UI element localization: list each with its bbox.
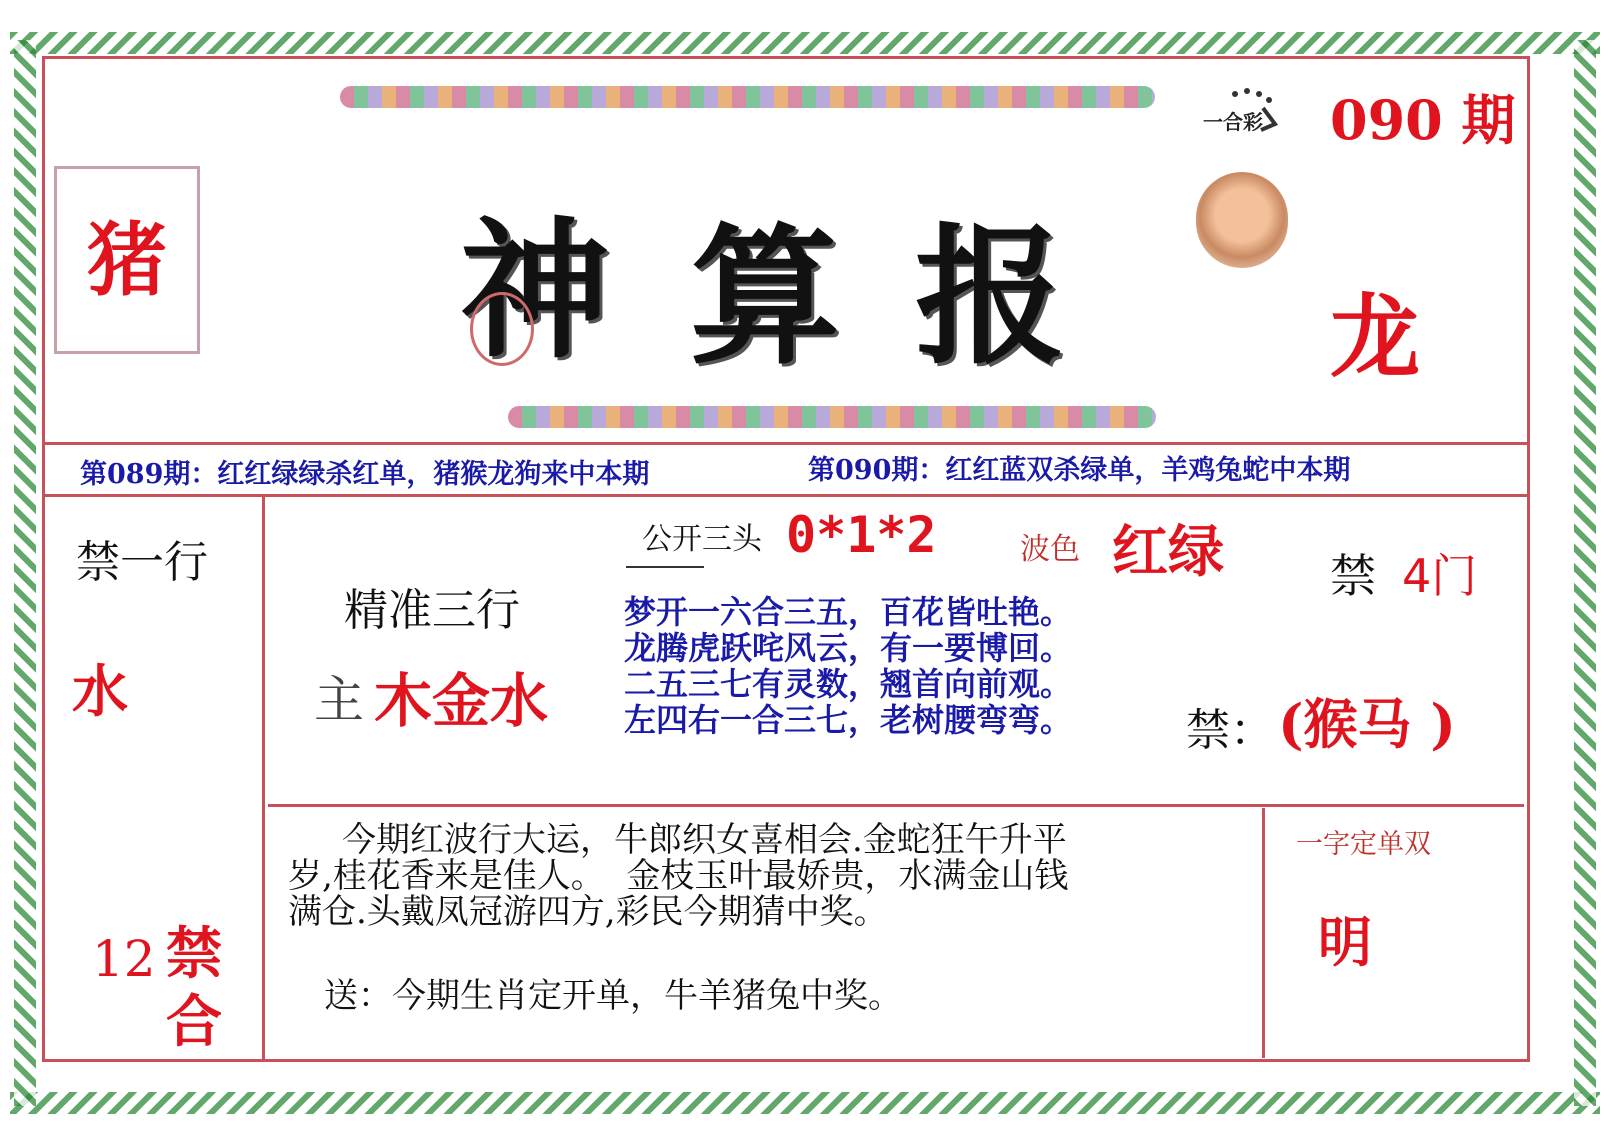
single-double-value: 明 <box>1318 910 1372 974</box>
paragraph-line-3: 满仓.头戴凤冠游四方,彩民今期猜中奖。 <box>288 892 888 932</box>
ban-heyi-number: 12 <box>92 930 156 988</box>
paragraph-line-1: 今期红波行大运，牛郎织女喜相会.金蛇狂午升平 <box>342 820 1067 860</box>
bottom-paragraph <box>288 822 1188 930</box>
poem-line-4: 左四右一合三七，老树腰弯弯。 <box>624 701 1073 739</box>
divider-bottom-section <box>268 804 1524 807</box>
poem-line-2: 龙腾虎跃咤风云，有一要博回。 <box>624 629 1073 667</box>
ban-door-value <box>1402 540 1477 606</box>
color-label: 波色 <box>1020 532 1080 567</box>
open-heads-label: 公开三头 <box>642 522 762 557</box>
ban-element-value: 水 <box>72 659 128 725</box>
ban-element-label: 禁一行 <box>76 537 208 588</box>
title-char-1: 神 <box>460 203 611 379</box>
ban-heyi-label-1: 禁 <box>166 921 222 987</box>
prev-result-left: 第089期：红红绿绿杀红单，猪猴龙狗来中本期 <box>80 459 650 490</box>
poem-line-1: 梦开一六合三五，百花皆吐艳。 <box>624 593 1073 631</box>
vine-border-top <box>10 32 1600 54</box>
vine-border-right <box>1574 40 1596 1106</box>
main-value: 木金水 <box>374 667 549 735</box>
ban-zodiac-value: (猴马 ) <box>1278 692 1456 756</box>
color-value: 红绿 <box>1112 519 1224 585</box>
seal-stamp-icon <box>470 292 534 366</box>
divider-right-box <box>1262 808 1265 1058</box>
open-heads-value: 0*1*2 <box>786 506 937 564</box>
single-double-label: 一字定单双 <box>1296 829 1431 860</box>
underline-mark <box>626 566 704 568</box>
vine-border-bottom <box>10 1092 1600 1114</box>
ban-door-value-text: 4门 <box>1402 549 1478 603</box>
divider-left-col <box>262 494 265 1059</box>
garland-bottom <box>508 406 1156 428</box>
ban-heyi-label-2: 合 <box>166 989 222 1055</box>
garland-top <box>340 86 1155 108</box>
vine-border-left <box>14 40 36 1106</box>
ban-door-label: 禁 <box>1330 549 1376 603</box>
logo <box>1195 84 1295 142</box>
prev-result-right: 第090期：红红蓝双杀绿单，羊鸡兔蛇中本期 <box>808 455 1351 486</box>
issue-number: 090 期 <box>1330 88 1516 152</box>
title-char-3: 报 <box>915 209 1066 385</box>
gift-line: 送：今期生肖定开单，牛羊猪兔中奖。 <box>324 976 902 1016</box>
divider-header <box>42 442 1527 445</box>
paragraph-line-2: 岁,桂花香来是佳人。 金枝玉叶最娇贵，水满金山钱 <box>288 856 1069 896</box>
logo-text: 一合彩 <box>1203 110 1263 134</box>
zodiac-box <box>54 166 200 354</box>
ban-zodiac-label: 禁： <box>1186 705 1274 756</box>
right-zodiac: 龙 <box>1330 284 1420 390</box>
zodiac-box-value: 猪 <box>87 213 167 307</box>
title-char-2: 算 <box>690 209 841 385</box>
poem <box>624 594 1072 738</box>
poem-line-3: 二五三七有灵数，翘首向前观。 <box>624 665 1073 703</box>
precise-label: 精准三行 <box>344 585 520 636</box>
main-label: 主 <box>314 671 364 729</box>
portrait-avatar <box>1196 172 1288 268</box>
